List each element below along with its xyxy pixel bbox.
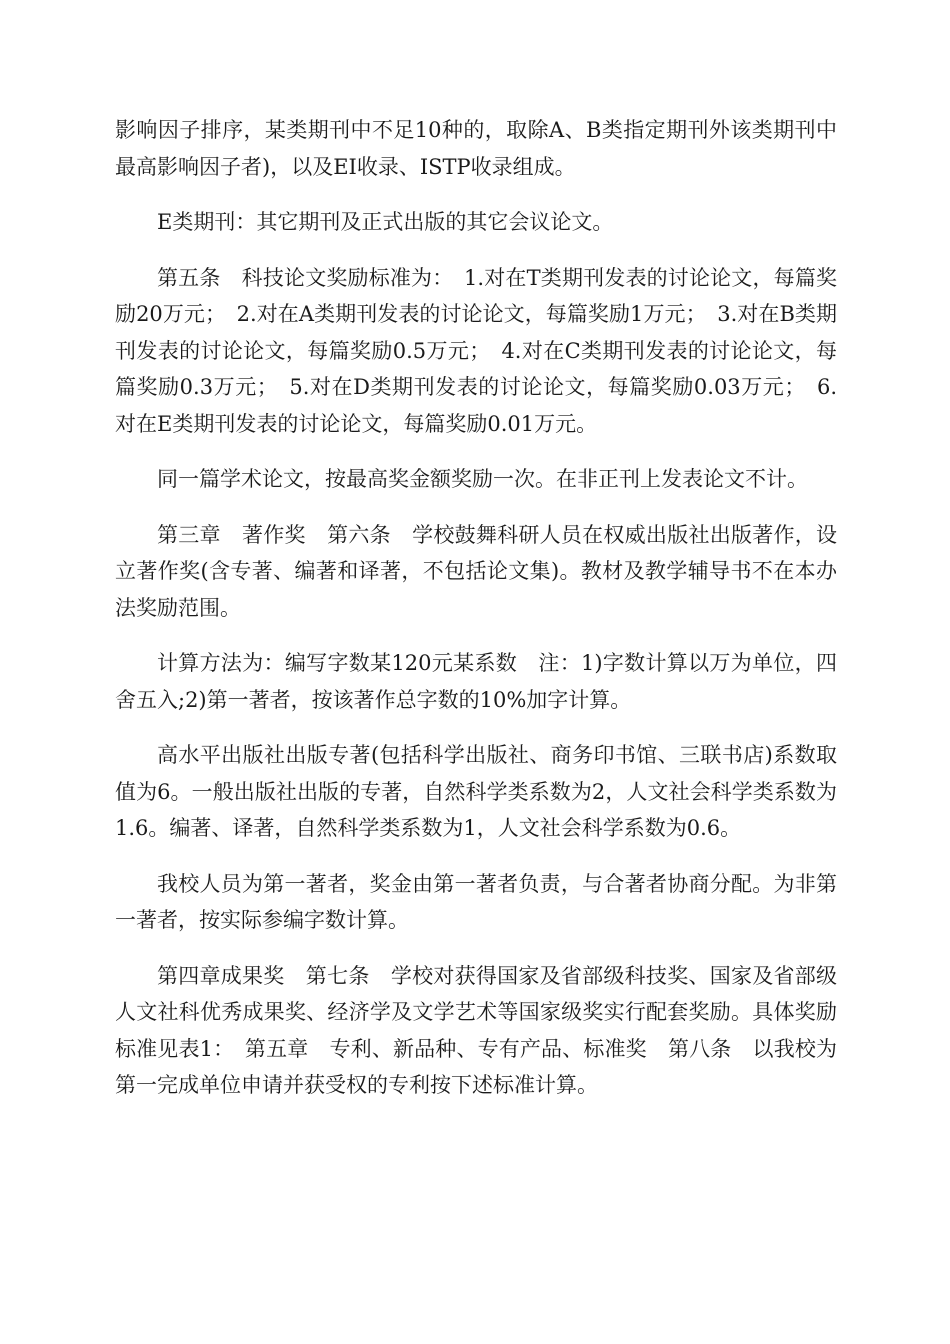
paragraph-e-class-journals: E类期刊：其它期刊及正式出版的其它会议论文。	[157, 210, 614, 234]
paragraph-article-5-paper-rewards: 第五条 科技论文奖励标准为： 1.对在T类期刊发表的讨论论文，每篇奖励20万元； 2.对在A类期刊发表的讨论论文，每篇奖励1万元； 3.对在B类期刊发表的讨论论文，每篇奖励0.5万元； 4.对在C类期刊发表的讨论论文，每篇奖励0.3万元； 5.对在D类期刊发表的讨论论文，每篇奖励0.03万元； 6.对在E类期刊发表的讨论论文，每篇奖励0.01万元。	[115, 265, 837, 436]
paragraph-calculation-method: 计算方法为：编写字数某120元某系数 注：1)字数计算以万为单位，四舍五入;2)第一著者，按该著作总字数的10%加字计算。	[115, 651, 837, 712]
paragraph-single-reward-rule: 同一篇学术论文，按最高奖金额奖励一次。在非正刊上发表论文不计。	[157, 467, 808, 491]
paragraph-publisher-coefficients: 高水平出版社出版专著(包括科学出版社、商务印书馆、三联书店)系数取值为6。一般出版社出版的专著，自然科学类系数为2，人文社会科学类系数为1.6。编著、译著，自然科学类系数为1，人文社会科学系数为0.6。	[115, 743, 837, 840]
document-body	[115, 112, 837, 1123]
paragraph-first-author-distribution: 我校人员为第一著者，奖金由第一著者负责，与合著者协商分配。为非第一著者，按实际参编字数计算。	[115, 871, 837, 932]
paragraph-chapter-3-book-award: 第三章 著作奖 第六条 学校鼓舞科研人员在权威出版社出版著作，设立著作奖(含专著、编著和译著，不包括论文集)。教材及教学辅导书不在本办法奖励范围。	[115, 522, 837, 620]
paragraph-chapter-4-achievement-award: 第四章成果奖 第七条 学校对获得国家及省部级科技奖、国家及省部级人文社科优秀成果奖、经济学及文学艺术等国家级奖实行配套奖励。具体奖励标准见表1： 第五章 专利、新品种、专有产品、标准奖 第八条 以我校为第一完成单位申请并获受权的专利按下述标准计算。	[115, 963, 837, 1097]
paragraph-impact-factor-continuation: 影响因子排序，某类期刊中不足10种的，取除A、B类指定期刊外该类期刊中最高影响因子者)，以及EI收录、ISTP收录组成。	[115, 118, 837, 179]
